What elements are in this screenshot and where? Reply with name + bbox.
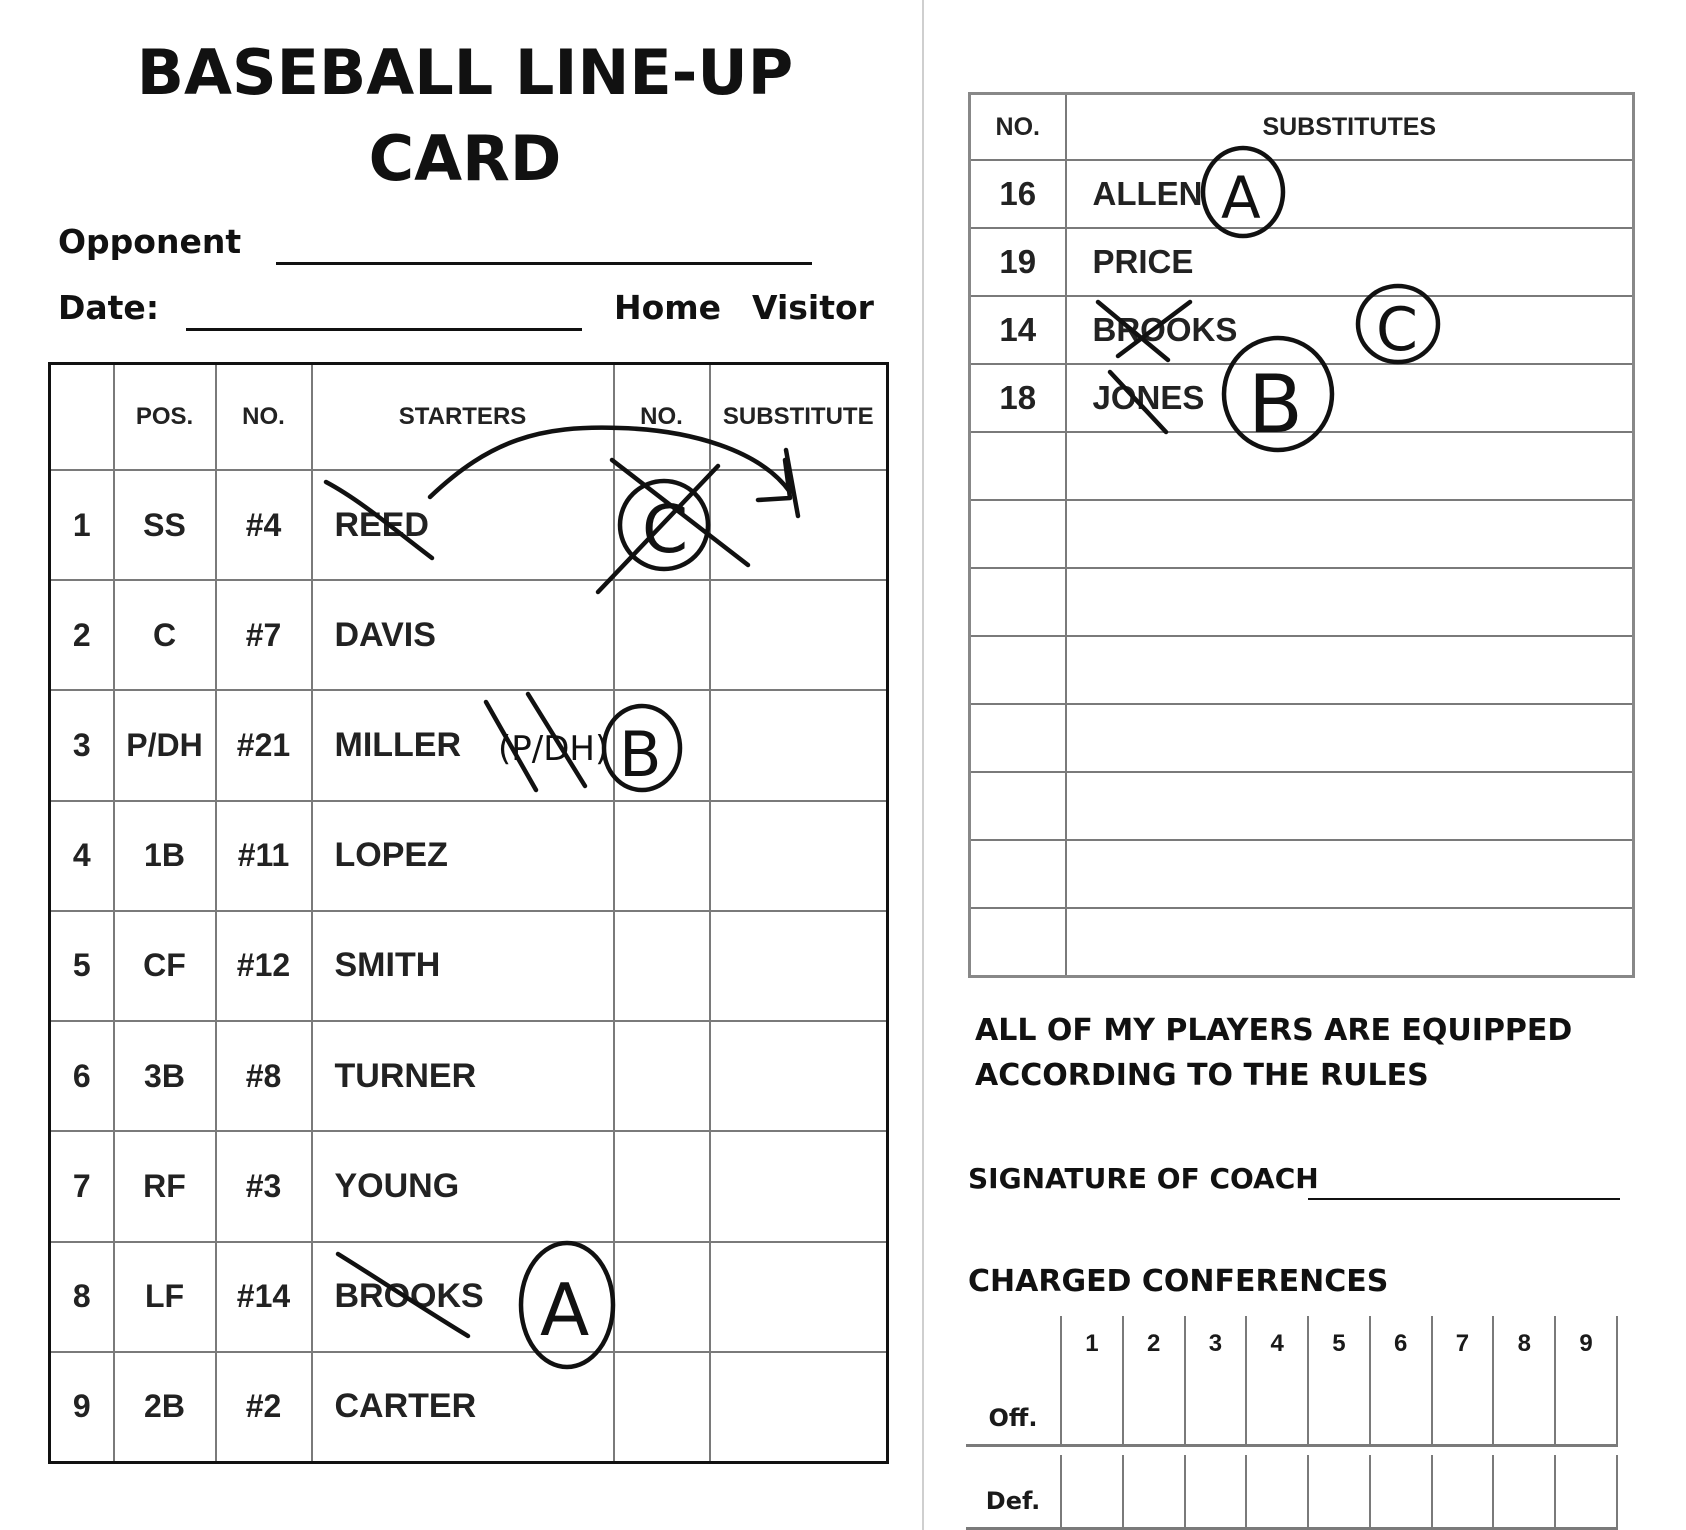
substitute-number[interactable]: [970, 636, 1066, 704]
off-conference-box[interactable]: [1123, 1372, 1185, 1446]
header-pos: POS.: [114, 364, 216, 471]
substitute-number-cell[interactable]: [614, 470, 710, 580]
starter-number: #21: [216, 690, 312, 800]
sub-letter-c: C: [1376, 295, 1418, 365]
substitute-number[interactable]: [970, 568, 1066, 636]
starter-number: #14: [216, 1242, 312, 1352]
date-field[interactable]: [186, 328, 582, 331]
off-conference-box[interactable]: [1308, 1372, 1370, 1446]
sub-no-letter-c: C: [642, 491, 689, 568]
def-conference-box[interactable]: [1432, 1455, 1494, 1529]
starter-order: 7: [50, 1131, 114, 1241]
starter-position: SS: [114, 470, 216, 580]
starter-order: 5: [50, 911, 114, 1021]
starter-name: TURNER: [312, 1021, 614, 1131]
substitute-name-cell[interactable]: [710, 470, 888, 580]
substitute-row: [970, 840, 1634, 908]
substitute-name[interactable]: [1066, 908, 1634, 977]
def-conference-box[interactable]: [1061, 1455, 1123, 1529]
substitute-row: [970, 296, 1634, 364]
allen-letter-a: A: [1221, 164, 1261, 232]
brooks-letter-a: A: [540, 1268, 590, 1352]
conferences-def-row: [966, 1455, 1617, 1529]
def-conference-box[interactable]: [1493, 1455, 1555, 1529]
off-label: Off.: [966, 1372, 1061, 1446]
conference-number: 3: [1185, 1316, 1247, 1372]
substitute-row: [970, 432, 1634, 500]
substitute-number-cell[interactable]: [614, 1021, 710, 1131]
off-conference-box[interactable]: [1246, 1372, 1308, 1446]
substitute-number[interactable]: [970, 500, 1066, 568]
header-sub-no: NO.: [614, 364, 710, 471]
substitute-number[interactable]: [970, 432, 1066, 500]
conference-number: 4: [1246, 1316, 1308, 1372]
substitute-number[interactable]: 14: [970, 296, 1066, 364]
substitute-number-cell[interactable]: [614, 580, 710, 690]
substitute-name[interactable]: [1066, 636, 1634, 704]
opponent-label: Opponent: [58, 222, 242, 261]
conference-number: 6: [1370, 1316, 1432, 1372]
starter-number: #7: [216, 580, 312, 690]
conference-number: 2: [1123, 1316, 1185, 1372]
off-conference-box[interactable]: [1370, 1372, 1432, 1446]
conference-number: 7: [1432, 1316, 1494, 1372]
starter-position: RF: [114, 1131, 216, 1241]
substitute-name[interactable]: BROOKS: [1066, 296, 1634, 364]
starter-position: 2B: [114, 1352, 216, 1463]
def-conference-box[interactable]: [1370, 1455, 1432, 1529]
starter-row: [50, 911, 888, 1021]
conference-number: 8: [1493, 1316, 1555, 1372]
off-conference-box[interactable]: [1493, 1372, 1555, 1446]
substitutes-header-row: [970, 94, 1634, 161]
starter-name: BROOKS: [312, 1242, 614, 1352]
starter-order: 3: [50, 690, 114, 800]
substitute-row: [970, 704, 1634, 772]
starter-row: [50, 1131, 888, 1241]
off-conference-box[interactable]: [1432, 1372, 1494, 1446]
header-order: [50, 364, 114, 471]
header-starters: STARTERS: [312, 364, 614, 471]
starter-name: LOPEZ: [312, 801, 614, 911]
signature-field[interactable]: [1308, 1198, 1620, 1200]
off-conference-box[interactable]: [1185, 1372, 1247, 1446]
substitute-row: [970, 772, 1634, 840]
starter-number: #3: [216, 1131, 312, 1241]
substitute-number[interactable]: [970, 772, 1066, 840]
substitute-number-cell[interactable]: [614, 1131, 710, 1241]
substitute-name[interactable]: ALLEN: [1066, 160, 1634, 228]
conference-number: 9: [1555, 1316, 1617, 1372]
substitute-number-cell[interactable]: [614, 690, 710, 800]
starters-table: [48, 362, 889, 1464]
starter-number: #2: [216, 1352, 312, 1463]
starter-order: 9: [50, 1352, 114, 1463]
conference-number: 1: [1061, 1316, 1123, 1372]
spacer-cell: [966, 1446, 1617, 1456]
substitute-name-cell[interactable]: [710, 690, 888, 800]
substitute-number-cell[interactable]: [614, 911, 710, 1021]
substitute-name[interactable]: [1066, 432, 1634, 500]
home-option[interactable]: Home: [614, 288, 722, 327]
miller-letter-b: B: [619, 718, 662, 791]
starter-row: [50, 580, 888, 690]
substitute-number[interactable]: [970, 840, 1066, 908]
substitute-number-cell[interactable]: [614, 1352, 710, 1463]
starter-row: [50, 801, 888, 911]
def-conference-box[interactable]: [1555, 1455, 1617, 1529]
def-conference-box[interactable]: [1123, 1455, 1185, 1529]
starter-name: CARTER: [312, 1352, 614, 1463]
substitute-row: [970, 908, 1634, 977]
substitute-name-cell[interactable]: [710, 911, 888, 1021]
starter-position: 1B: [114, 801, 216, 911]
substitutes-table: [968, 92, 1635, 978]
jones-letter-b: B: [1248, 358, 1303, 451]
off-conference-box[interactable]: [1555, 1372, 1617, 1446]
substitute-name-cell[interactable]: [710, 1131, 888, 1241]
substitute-name-cell[interactable]: [710, 580, 888, 690]
opponent-field[interactable]: [276, 262, 812, 265]
conferences-off-row: [966, 1372, 1617, 1446]
substitute-number[interactable]: 19: [970, 228, 1066, 296]
starter-position: CF: [114, 911, 216, 1021]
conf-corner: [966, 1316, 1061, 1372]
starter-number: #4: [216, 470, 312, 580]
card-title-line1: BASEBALL LINE-UP: [136, 36, 794, 109]
starter-order: 1: [50, 470, 114, 580]
substitute-number[interactable]: [970, 908, 1066, 977]
starter-row: [50, 470, 888, 580]
substitute-number-cell[interactable]: [614, 801, 710, 911]
starter-position: P/DH: [114, 690, 216, 800]
substitute-name-cell[interactable]: [710, 1352, 888, 1463]
substitute-row: [970, 160, 1634, 228]
substitute-number-cell[interactable]: [614, 1242, 710, 1352]
starter-order: 6: [50, 1021, 114, 1131]
statement-line1: ALL OF MY PLAYERS ARE EQUIPPED: [975, 1013, 1573, 1048]
substitute-name[interactable]: PRICE: [1066, 228, 1634, 296]
starter-name: YOUNG: [312, 1131, 614, 1241]
starter-name: DAVIS: [312, 580, 614, 690]
starter-row: [50, 1352, 888, 1463]
substitute-row: [970, 500, 1634, 568]
statement-line2: ACCORDING TO THE RULES: [975, 1058, 1429, 1093]
starter-name: MILLER: [312, 690, 614, 800]
starter-name: REED: [312, 470, 614, 580]
substitute-name[interactable]: [1066, 840, 1634, 908]
starter-order: 2: [50, 580, 114, 690]
card-title: [40, 30, 890, 202]
starter-position: C: [114, 580, 216, 690]
starter-position: LF: [114, 1242, 216, 1352]
off-conference-box[interactable]: [1061, 1372, 1123, 1446]
starter-position: 3B: [114, 1021, 216, 1131]
def-conference-box[interactable]: [1246, 1455, 1308, 1529]
starter-number: #8: [216, 1021, 312, 1131]
starters-header-row: [50, 364, 888, 471]
substitute-row: [970, 568, 1634, 636]
substitute-row: [970, 636, 1634, 704]
substitute-name[interactable]: [1066, 568, 1634, 636]
substitute-number[interactable]: [970, 704, 1066, 772]
date-label: Date:: [58, 288, 160, 327]
subs-header-name: SUBSTITUTES: [1066, 94, 1634, 161]
def-conference-box[interactable]: [1185, 1455, 1247, 1529]
substitute-number[interactable]: 18: [970, 364, 1066, 432]
subs-header-no: NO.: [970, 94, 1066, 161]
substitute-number[interactable]: 16: [970, 160, 1066, 228]
substitute-name[interactable]: JONES: [1066, 364, 1634, 432]
def-conference-box[interactable]: [1308, 1455, 1370, 1529]
card-title-line2: CARD: [368, 122, 562, 195]
substitute-name[interactable]: [1066, 704, 1634, 772]
header-no: NO.: [216, 364, 312, 471]
substitute-name[interactable]: [1066, 500, 1634, 568]
conferences-number-row: [966, 1316, 1617, 1372]
starter-row: [50, 1021, 888, 1131]
substitute-row: [970, 228, 1634, 296]
conference-number: 5: [1308, 1316, 1370, 1372]
substitute-row: [970, 364, 1634, 432]
starter-order: 8: [50, 1242, 114, 1352]
visitor-option[interactable]: Visitor: [752, 288, 874, 327]
def-label: Def.: [966, 1455, 1061, 1529]
signature-label: SIGNATURE OF COACH: [968, 1162, 1319, 1195]
starter-row: [50, 1242, 888, 1352]
starter-name: SMITH: [312, 911, 614, 1021]
starter-number: #12: [216, 911, 312, 1021]
starter-number: #11: [216, 801, 312, 911]
equipment-statement: [975, 1008, 1655, 1098]
substitute-name[interactable]: [1066, 772, 1634, 840]
card-fold-line: [922, 0, 924, 1530]
conferences-grid: [966, 1316, 1618, 1530]
miller-pdh-note: (P/DH): [498, 729, 609, 769]
substitute-name-cell[interactable]: [710, 801, 888, 911]
starter-row: [50, 690, 888, 800]
starter-order: 4: [50, 801, 114, 911]
conferences-title: CHARGED CONFERENCES: [968, 1264, 1389, 1299]
conferences-spacer: [966, 1446, 1617, 1456]
substitute-name-cell[interactable]: [710, 1242, 888, 1352]
substitute-name-cell[interactable]: [710, 1021, 888, 1131]
header-substitute: SUBSTITUTE: [710, 364, 888, 471]
